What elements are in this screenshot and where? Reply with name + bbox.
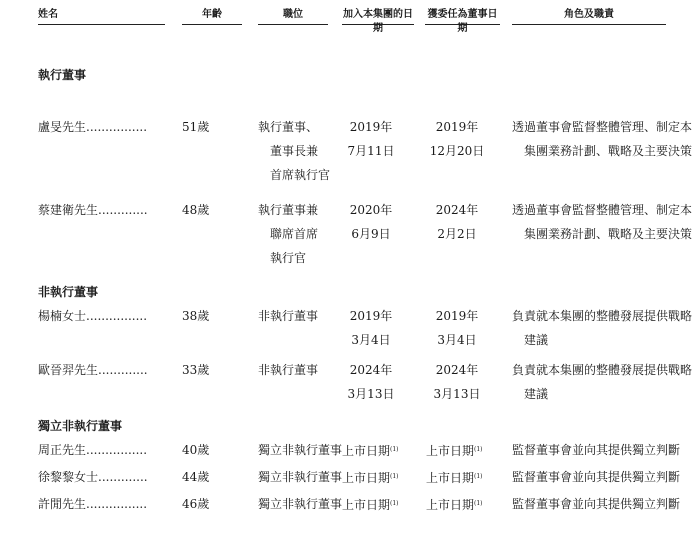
join-date: 2019年 3月4日 — [349, 309, 393, 347]
join-date: 上市日期$^{(1)}$ — [342, 498, 399, 512]
director-position: 非執行董事 — [258, 309, 319, 323]
appoint-date: 2019年 3月4日 — [435, 309, 479, 347]
header-position-label: 職位 — [283, 9, 303, 20]
director-name: 周正先生................ — [38, 443, 148, 457]
appoint-date: 2024年 3月13日 — [433, 363, 481, 401]
header-name — [38, 8, 165, 25]
header-appoint-date-label: 獲委任為董事日期 — [427, 9, 498, 34]
director-age: 48歲 — [182, 203, 210, 217]
appoint-date: 上市日期$^{(1)}$ — [426, 471, 483, 485]
header-roles-label: 角色及職責 — [564, 9, 614, 20]
director-position: 獨立非執行董事 — [258, 470, 343, 484]
director-position: 執行董事兼 聯席首席 執行官 — [258, 203, 319, 265]
director-roles: 負責就本集團的整體發展提供戰略 建議 — [512, 363, 693, 401]
director-age: 40歲 — [182, 443, 210, 457]
header-join-date — [342, 8, 414, 34]
appoint-date: 2024年 2月2日 — [435, 203, 479, 241]
director-position: 獨立非執行董事 — [258, 497, 343, 511]
director-roles: 監督董事會並向其提供獨立判斷 — [512, 443, 681, 457]
director-name: 歐晉羿先生............. — [38, 363, 148, 377]
director-name: 楊楠女士................ — [38, 309, 148, 323]
header-name-label: 姓名 — [38, 9, 58, 20]
director-roles: 負責就本集團的整體發展提供戰略 建議 — [512, 309, 693, 347]
director-age: 44歲 — [182, 470, 210, 484]
director-name: 蔡建衛先生............. — [38, 203, 148, 217]
director-roles: 透過董事會監督整體管理、制定本 集團業務計劃、戰略及主要決策 — [512, 203, 693, 241]
section-title-executive: 執行董事 — [38, 68, 87, 82]
join-date: 上市日期$^{(1)}$ — [342, 444, 399, 458]
director-roles: 監督董事會並向其提供獨立判斷 — [512, 470, 681, 484]
director-age: 46歲 — [182, 497, 210, 511]
director-roles: 監督董事會並向其提供獨立判斷 — [512, 497, 681, 511]
director-age: 33歲 — [182, 363, 210, 377]
header-join-date-label: 加入本集團的日期 — [343, 9, 413, 34]
header-position — [258, 8, 328, 25]
director-position: 非執行董事 — [258, 363, 319, 377]
director-name: 許閒先生................ — [38, 497, 148, 511]
header-age-label: 年齡 — [202, 9, 222, 20]
join-date: 2024年 3月13日 — [347, 363, 395, 401]
header-roles — [512, 8, 666, 25]
section-title-independent: 獨立非執行董事 — [38, 419, 123, 433]
appoint-date: 上市日期$^{(1)}$ — [426, 498, 483, 512]
header-age — [182, 8, 242, 25]
join-date: 2020年 6月9日 — [349, 203, 393, 241]
director-name: 盧旻先生................ — [38, 120, 148, 134]
director-age: 51歲 — [182, 120, 210, 134]
join-date: 上市日期$^{(1)}$ — [342, 471, 399, 485]
director-roles: 透過董事會監督整體管理、制定本 集團業務計劃、戰略及主要決策 — [512, 120, 693, 158]
director-name: 徐黎黎女士............. — [38, 470, 148, 484]
director-age: 38歲 — [182, 309, 210, 323]
appoint-date: 2019年 12月20日 — [429, 120, 485, 158]
join-date: 2019年 7月11日 — [347, 120, 395, 158]
appoint-date: 上市日期$^{(1)}$ — [426, 444, 483, 458]
header-appoint-date — [425, 8, 500, 34]
director-position: 執行董事、 董事長兼 首席執行官 — [258, 120, 331, 182]
director-position: 獨立非執行董事 — [258, 443, 343, 457]
section-title-non-executive: 非執行董事 — [38, 285, 99, 299]
